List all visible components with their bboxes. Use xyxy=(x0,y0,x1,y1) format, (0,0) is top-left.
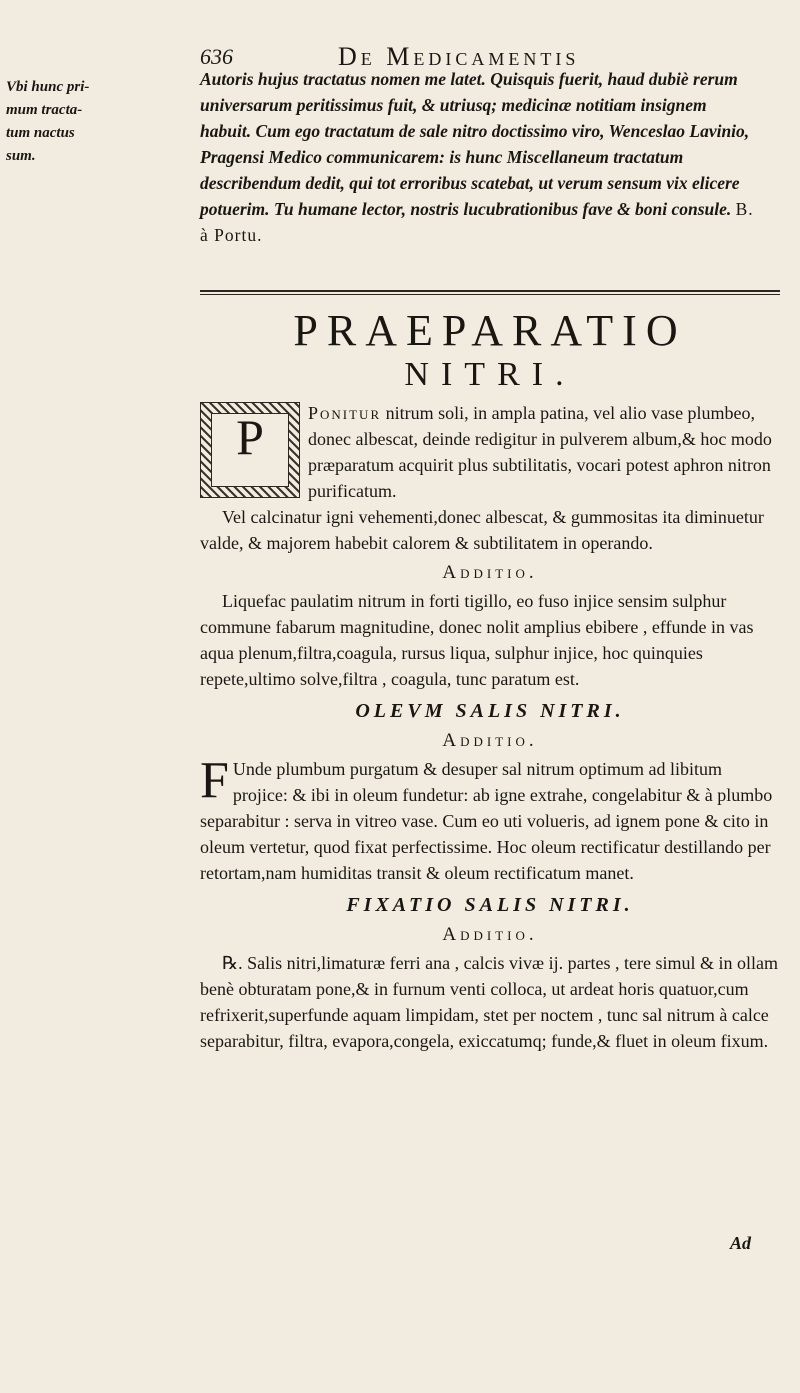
margin-note xyxy=(6,76,98,168)
paragraph-1 xyxy=(200,400,780,504)
margin-note-line: tum nactus xyxy=(6,125,75,141)
oleum-title: OLEVM SALIS NITRI. xyxy=(355,700,625,722)
margin-note-line: sum. xyxy=(6,148,36,164)
main-text xyxy=(200,400,780,1054)
preface xyxy=(200,66,760,248)
decorated-initial xyxy=(200,402,300,498)
paragraph-4 xyxy=(200,752,780,886)
preface-signature: B. à Portu. xyxy=(200,199,754,245)
margin-note-line: mum tracta- xyxy=(6,102,83,118)
additio-heading-2: Additio. xyxy=(442,730,538,751)
catchword: Ad xyxy=(730,1233,752,1253)
additio-heading-3: Additio. xyxy=(442,924,538,945)
lead-word: Ponitur xyxy=(308,403,382,423)
chapter-title: PRAEPARATIO xyxy=(293,306,687,355)
page-number: 636 xyxy=(200,44,233,69)
fixatio-title: FIXATIO SALIS NITRI. xyxy=(346,894,634,916)
margin-note-line: Vbi hunc pri- xyxy=(6,79,90,95)
additio-heading-1: Additio. xyxy=(442,562,538,583)
paragraph-5: ℞. Salis nitri,limaturæ ferri ana , calcis vivæ ij. partes , tere simul & in ollam benè obturatam pone,& in furnum venti colloca, ut ardeat horis quatuor,cum refrixerit,superfunde aquam limpidam, stet per noctem , tunc sal nitrum à calce separabitur, filtra, evapora,congela, exiccatumq; funde,& fluet in oleum fixum. xyxy=(200,953,779,1051)
chapter-subtitle: NITRI. xyxy=(404,356,576,393)
paragraph-3: Liquefac paulatim nitrum in forti tigillo, eo fuso injice sensim sulphur commune fabarum magnitudine, donec nolit amplius ebibere , effunde in vas aqua plenum,filtra,coagula, rursus liqua, sulphur injice, hoc quinquies repete,ultimo solve,filtra , coagula, tunc paratum est. xyxy=(200,591,754,689)
running-title: De Medicamentis xyxy=(338,42,580,71)
preface-text: Autoris hujus tractatus nomen me latet. Quisquis fuerit, haud dubiè rerum universarum peritissimus fuit, & utriusq; medicinæ notitiam insignem habuit. Cum ego tractatum de sale nitro doctissimo viro, Wenceslao Lavinio, Pragensi Medico communicarem: is hunc Miscellaneum tractatum describendum dedit, qui tot erroribus scatebat, ut verum sensum vix elicere potuerim. Tu humane lector, nostris lucubrationibus fave & boni consule. xyxy=(200,69,750,219)
top-rule-thin xyxy=(200,294,780,295)
paragraph-2: Vel calcinatur igni vehementi,donec albescat, & gummositas ita diminuetur valde, & majorem habebit calorem & subtilitatem in operando. xyxy=(200,507,764,553)
top-rule xyxy=(200,290,780,292)
paragraph-4-text: Unde plumbum purgatum & desuper sal nitrum optimum ad libitum projice: & ibi in oleum fundetur: ab igne extrahe, congelabitur & à plumbo separabitur : serva in vitreo vase. Cum eo uti volueris, ad ignem pone & cito in oleum vertetur, quod fixat perfectissime. Hoc oleum rectificatur destillando per retortam,nam humiditas transit & oleum rectificatum manet. xyxy=(200,759,773,883)
decorated-initial-letter: P xyxy=(236,409,264,465)
initial-letter-f: F xyxy=(200,752,229,809)
paragraph-1-text: nitrum soli, in ampla patina, vel alio vase plumbeo, donec albescat, deinde redigitur in pulverem album,& hoc modo præparatum acquirit plus subtilitatis, vocari potest aphron nitron purificatum. xyxy=(308,403,772,501)
